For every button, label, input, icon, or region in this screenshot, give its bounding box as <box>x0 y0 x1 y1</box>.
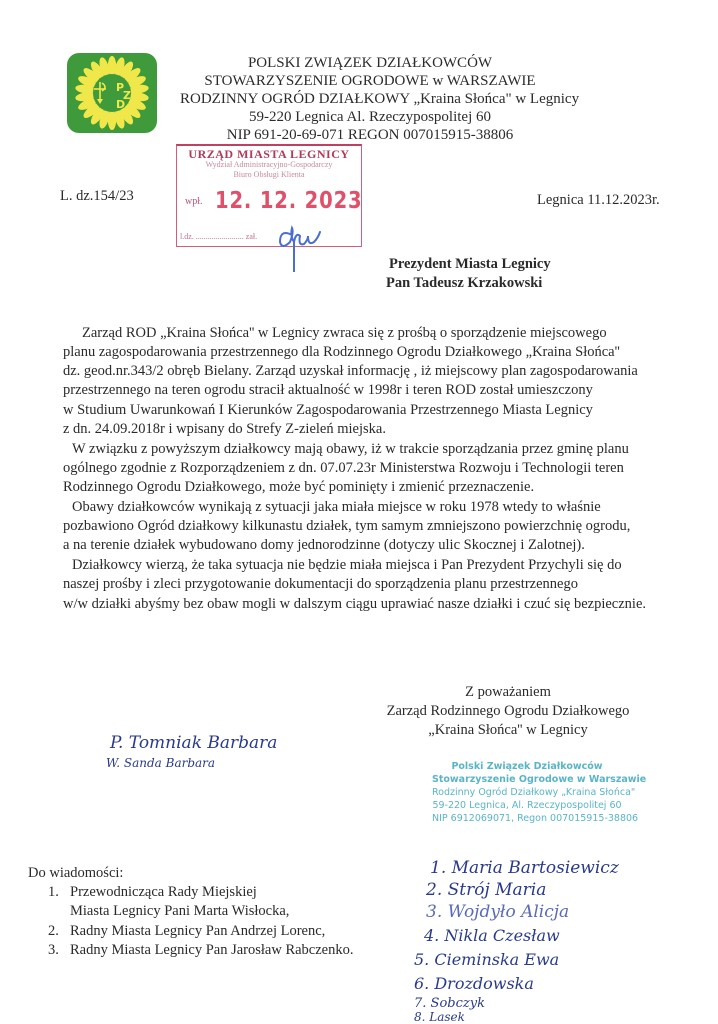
body-line: W związku z powyższym działkowcy mają obawy, iż w trakcie sporządzania przez gminę planu <box>72 441 629 457</box>
cc-item: Miasta Legnicy Pani Marta Wisłocka, <box>70 903 290 919</box>
stamp-date: 12. 12. 2023 <box>215 188 363 214</box>
cc-item-number: 3. <box>48 942 59 958</box>
stamp-ldz-label: l.dz. ........................ zał. <box>180 232 258 241</box>
handwritten-signature: W. Sanda Barbara <box>106 756 216 770</box>
sunflower-logo-icon <box>67 53 157 133</box>
receipt-stamp <box>176 144 362 247</box>
stamp-title: URZĄD MIASTA LEGNICY <box>188 147 350 161</box>
body-line: Obawy działkowców wynikają z sytuacji jaka miała miejsce w roku 1978 wtedy to właśnie <box>72 499 601 515</box>
handwritten-signature: P. Tomniak Barbara <box>110 733 278 753</box>
closing-garden: „Kraina Słońca'' w Legnicy <box>428 722 588 738</box>
signature-list-item: 6. Drozdowska <box>414 974 534 993</box>
pzd-logo <box>67 53 157 133</box>
body-line: ogólnego zgodnie z Rozporządzeniem z dn. 07.07.23r Ministerstwa Rozwoju i Technologii teren <box>63 460 624 476</box>
signature-list-item: 3. Wojdyło Alicja <box>426 902 570 922</box>
addressee-title: Prezydent Miasta Legnicy <box>389 256 551 272</box>
body-line: Rodzinnego Ogrodu Działkowego, może być pominięty i zmienić przeznaczenie. <box>63 479 535 495</box>
cc-item: Radny Miasta Legnicy Pan Andrzej Lorenc, <box>70 923 326 939</box>
svg-text:Z: Z <box>123 89 131 102</box>
body-line: przestrzennego na teren ogrodu stracił aktualność w 1998r i teren ROD został umieszczony <box>63 382 593 398</box>
letterhead-nip-regon: NIP 691-20-69-071 REGON 007015915-38806 <box>226 127 514 143</box>
seal-line-garden: Rodzinny Ogród Działkowy „Kraina Słońca" <box>432 787 636 798</box>
closing-board: Zarząd Rodzinnego Ogrodu Działkowego <box>386 703 630 719</box>
stamp-initials-signature <box>272 212 332 272</box>
letterhead-association: STOWARZYSZENIE OGRODOWE w WARSZAWIE <box>204 73 536 89</box>
letterhead-org-name: POLSKI ZWIĄZEK DZIAŁKOWCÓW <box>247 55 493 71</box>
place-date: Legnica 11.12.2023r. <box>537 192 660 208</box>
seal-line-nip: NIP 6912069071, Regon 007015915-38806 <box>432 813 639 824</box>
signature-list-item: 7. Sobczyk <box>414 996 485 1011</box>
body-line: Zarząd ROD „Kraina Słońca'' w Legnicy zwraca się z prośbą o sporządzenie miejscowego <box>82 325 607 341</box>
stamp-wpl-label: wpł. <box>185 196 203 207</box>
body-line: z dn. 24.09.2018r i wpisany do Strefy Z-zieleń miejska. <box>63 421 386 437</box>
seal-line-address: 59-220 Legnica, Al. Rzeczypospolitej 60 <box>432 800 622 811</box>
signature-list-item: 5. Cieminska Ewa <box>414 950 560 969</box>
svg-text:P: P <box>116 81 125 94</box>
letterhead-garden-name: RODZINNY OGRÓD DZIAŁKOWY „Kraina Słońca" w Legnicy <box>180 91 580 107</box>
reference-number: L. dz.154/23 <box>60 188 134 204</box>
body-line: planu zagospodarowania przestrzennego dla Rodzinnego Ogrodu Działkowego „Kraina Słońca'' <box>63 344 620 360</box>
body-line: dz. geod.nr.343/2 obręb Bielany. Zarząd uzyskał informację , iż miejscowy plan zagospodarowania <box>63 363 638 379</box>
body-line: pozbawiono Ogród działkowy kilkunastu działek, tym samym zmniejszono powierzchnię ogrodu, <box>63 518 631 534</box>
signature-list-item: 2. Strój Maria <box>426 880 547 900</box>
signature-list-item: 4. Nikla Czesław <box>424 926 560 945</box>
cc-item: Radny Miasta Legnicy Pan Jarosław Rabczenko. <box>70 942 354 958</box>
stamp-office: Biuro Obsługi Klienta <box>233 170 305 179</box>
letterhead-address: 59-220 Legnica Al. Rzeczypospolitej 60 <box>248 109 492 125</box>
stamp-department: Wydział Administracyjno-Gospodarczy <box>205 160 333 169</box>
cc-item: Przewodnicząca Rady Miejskiej <box>70 884 257 900</box>
svg-text:D: D <box>116 98 126 111</box>
addressee-name: Pan Tadeusz Krzakowski <box>386 275 543 291</box>
seal-line-association: Stowarzyszenie Ogrodowe w Warszawie <box>432 774 647 785</box>
cc-item-number: 2. <box>48 923 59 939</box>
closing-salutation: Z poważaniem <box>465 684 551 700</box>
body-line: w/w działki abyśmy bez obaw mogli w dalszym ciągu uprawiać nasze działki i czuć się bezpiecznie. <box>63 596 647 612</box>
signature-list-item: 8. Lasek <box>414 1010 465 1024</box>
cc-item-number: 1. <box>48 884 59 900</box>
seal-line-org: Polski Związek Działkowców <box>451 761 603 772</box>
signature-list-item: 1. Maria Bartosiewicz <box>430 858 619 878</box>
body-line: naszej prośby i zleci przygotowanie dokumentacji do sporządzenia planu przestrzennego <box>63 576 578 592</box>
body-line: a na terenie działek wybudowano domy jednorodzinne (dotyczy ulic Skocznej i Zalotnej). <box>63 537 585 553</box>
cc-heading: Do wiadomości: <box>28 865 124 881</box>
body-line: w Studium Uwarunkowań I Kierunków Zagospodarowania Przestrzennego Miasta Legnicy <box>63 402 593 418</box>
body-line: Działkowcy wierzą, że taka sytuacja nie będzie miała miejsca i Pan Prezydent Przychyli się do <box>72 557 622 573</box>
